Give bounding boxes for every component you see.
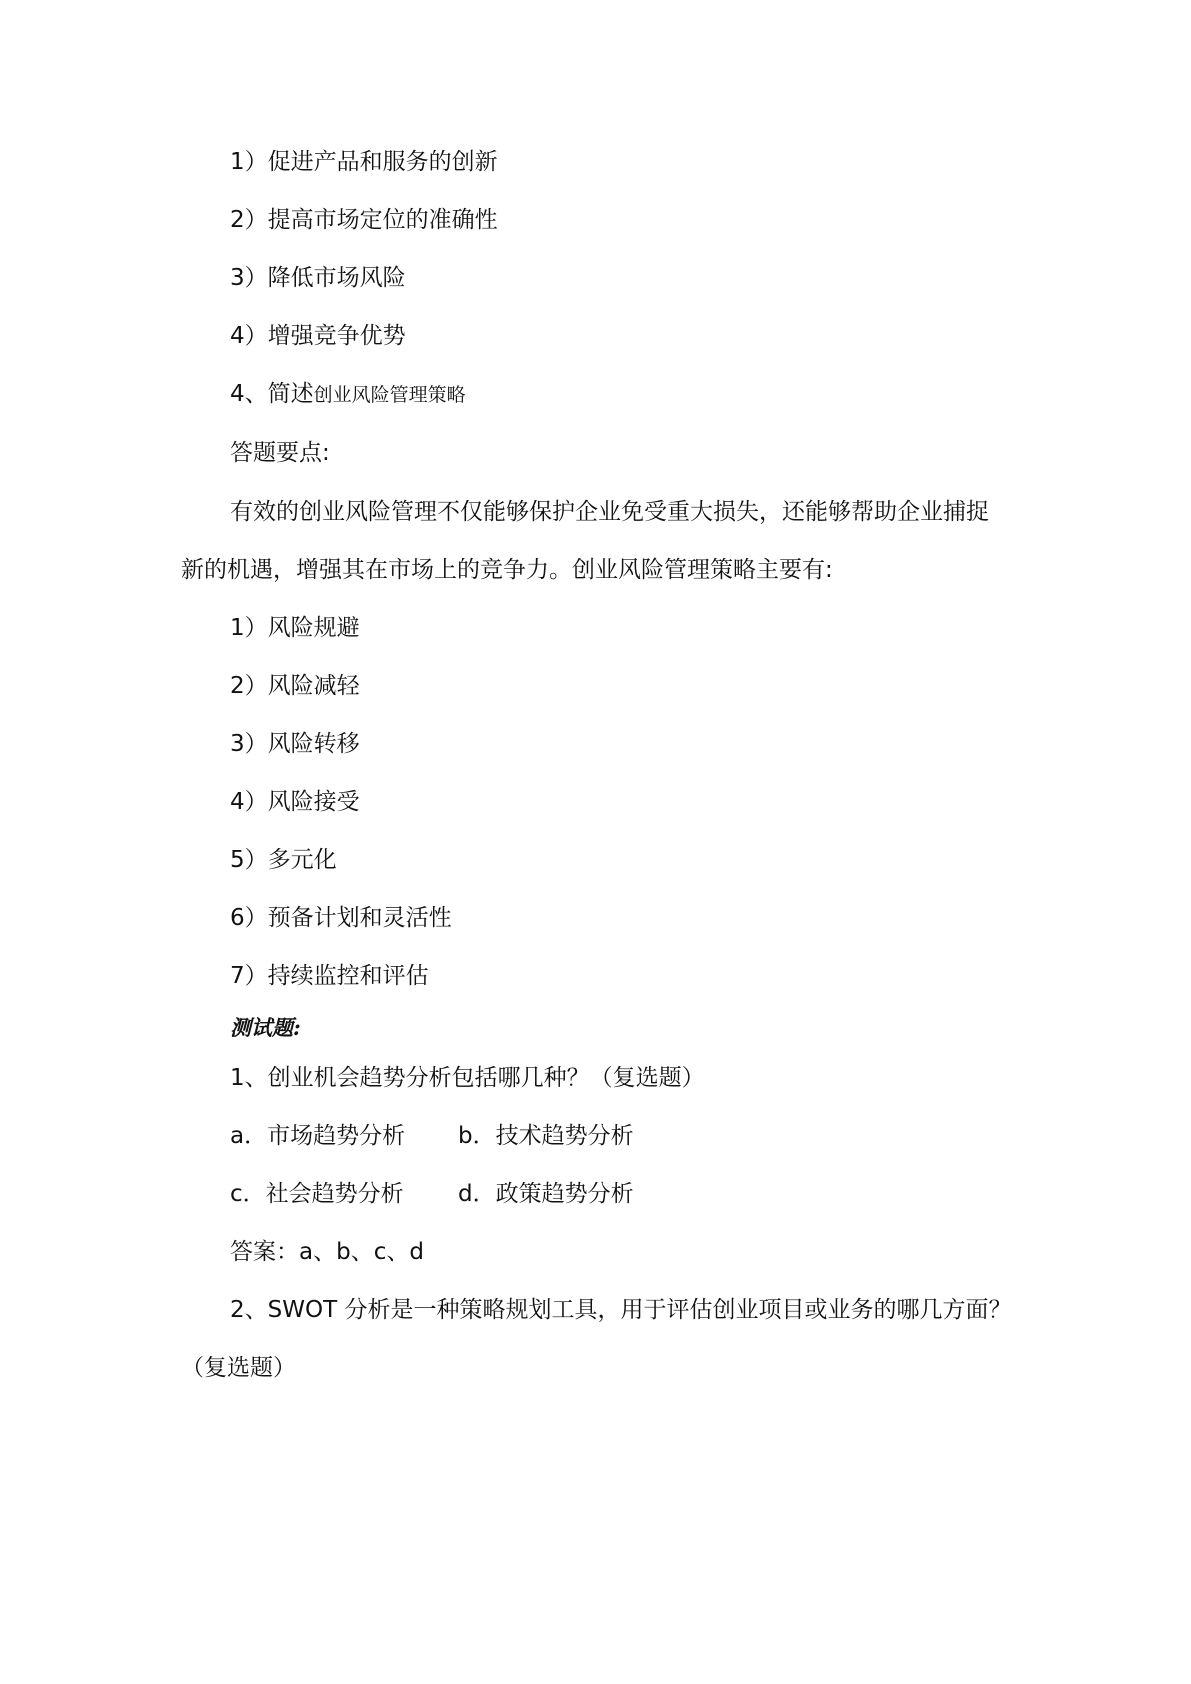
strategy-item-5: 5）多元化 (230, 847, 337, 873)
test-question-1: 1、创业机会趋势分析包括哪几种？（复选题） (230, 1065, 705, 1091)
benefit-item-4: 4）增强竞争优势 (230, 323, 406, 349)
option-d: d．政策趋势分析 (458, 1181, 634, 1207)
test-heading: 测试题: (230, 1015, 301, 1040)
strategy-item-3: 3）风险转移 (230, 731, 360, 757)
option-a: a．市场趋势分析 (230, 1123, 406, 1149)
strategy-item-6: 6）预备计划和灵活性 (230, 905, 452, 931)
answer-points-label: 答题要点: (230, 440, 330, 466)
strategy-item-4: 4）风险接受 (230, 789, 360, 815)
test-question-1-options-row-2 (230, 1178, 634, 1210)
strategy-item-1: 1）风险规避 (230, 615, 360, 641)
option-c: c．社会趋势分析 (230, 1181, 404, 1207)
strategy-item-7: 7）持续监控和评估 (230, 963, 429, 989)
paragraph-line-1: 有效的创业风险管理不仅能够保护企业免受重大损失，还能够帮助企业捕捉 (230, 499, 989, 525)
benefit-item-1: 1）促进产品和服务的创新 (230, 149, 498, 175)
test-question-1-answer: 答案：a、b、c、d (230, 1239, 424, 1265)
test-question-2-line-1: 2、SWOT 分析是一种策略规划工具，用于评估创业项目或业务的哪几方面？ (230, 1297, 1012, 1323)
test-question-1-options-row-1 (230, 1120, 634, 1152)
test-question-2-line-2: （复选题） (181, 1355, 296, 1381)
option-b: b．技术趋势分析 (458, 1123, 634, 1149)
question-4-heading (230, 378, 466, 411)
benefit-item-2: 2）提高市场定位的准确性 (230, 207, 498, 233)
paragraph-line-2: 新的机遇，增强其在市场上的竞争力。创业风险管理策略主要有: (181, 557, 833, 583)
benefit-item-3: 3）降低市场风险 (230, 265, 406, 291)
question-4-prefix: 4、简述 (230, 381, 314, 407)
question-4-title: 创业风险管理策略 (313, 384, 466, 406)
strategy-item-2: 2）风险减轻 (230, 673, 360, 699)
